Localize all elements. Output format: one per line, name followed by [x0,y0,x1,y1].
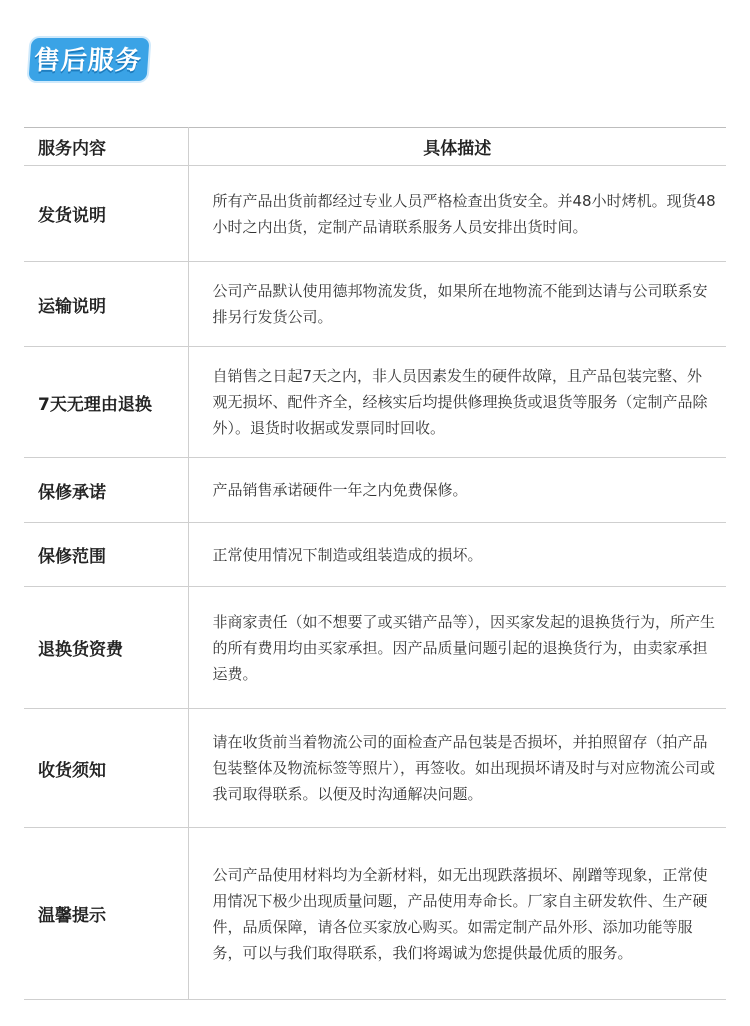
table-row [24,458,726,523]
row-description: 正常使用情况下制造或组装造成的损坏。 [188,523,726,587]
column-header-description: 具体描述 [188,128,726,166]
column-header-service: 服务内容 [24,128,188,166]
table-row [24,709,726,828]
row-description: 公司产品默认使用德邦物流发货，如果所在地物流不能到达请与公司联系安排另行发货公司。 [188,262,726,347]
row-description: 请在收货前当着物流公司的面检查产品包装是否损坏，并拍照留存（拍产品包装整体及物流标签等照片），再签收。如出现损坏请及时与对应物流公司或我司取得联系。以便及时沟通解决问题。 [188,709,726,828]
table-row [24,347,726,458]
row-label: 7天无理由退换 [24,347,188,458]
row-label: 保修范围 [24,523,188,587]
table-row [24,587,726,709]
row-label: 发货说明 [24,166,188,262]
row-description: 产品销售承诺硬件一年之内免费保修。 [188,458,726,523]
row-label: 收货须知 [24,709,188,828]
table-row [24,828,726,1000]
table-row [24,262,726,347]
row-label: 退换货资费 [24,587,188,709]
table-row [24,523,726,587]
row-description: 所有产品出货前都经过专业人员严格检查出货安全。并48小时烤机。现货48小时之内出货，定制产品请联系服务人员安排出货时间。 [188,166,726,262]
service-table [24,127,726,1000]
page-title: 售后服务 [28,38,149,81]
row-label: 温馨提示 [24,828,188,1000]
row-label: 运输说明 [24,262,188,347]
table-header-row [24,128,726,166]
row-description: 自销售之日起7天之内，非人员因素发生的硬件故障，且产品包装完整、外观无损坏、配件齐全，经核实后均提供修理换货或退货等服务（定制产品除外）。退货时收据或发票同时回收。 [188,347,726,458]
row-description: 非商家责任（如不想要了或买错产品等），因买家发起的退换货行为，所产生的所有费用均由买家承担。因产品质量问题引起的退换货行为，由卖家承担运费。 [188,587,726,709]
page-header [0,0,750,128]
row-label: 保修承诺 [24,458,188,523]
row-description: 公司产品使用材料均为全新材料，如无出现跌落损坏、剐蹭等现象，正常使用情况下极少出现质量问题，产品使用寿命长。厂家自主研发软件、生产硬件，品质保障，请各位买家放心购买。如需定制产品外形、添加功能等服务，可以与我们取得联系，我们将竭诚为您提供最优质的服务。 [188,828,726,1000]
table-row [24,166,726,262]
title-badge [30,38,148,81]
